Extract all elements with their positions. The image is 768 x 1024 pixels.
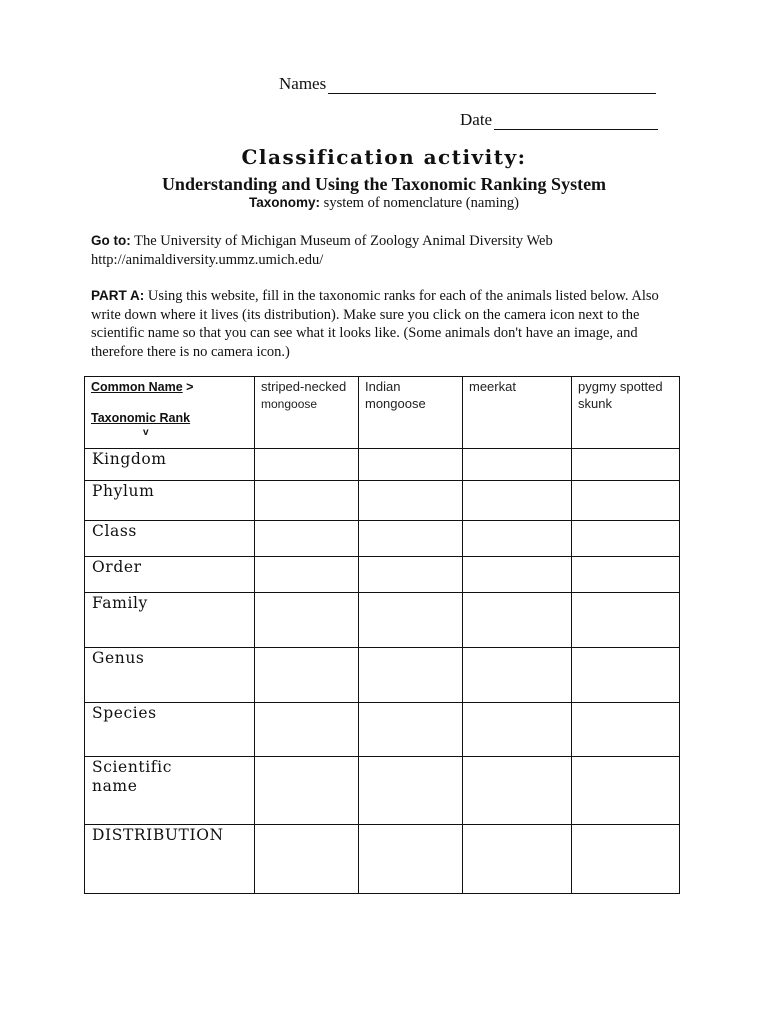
animal-header — [255, 377, 359, 449]
page-subtitle: Understanding and Using the Taxonomic Ranking System — [161, 174, 607, 194]
answer-cell[interactable] — [463, 521, 572, 557]
animal-name: Indian mongoose — [365, 379, 426, 411]
goto-label: Go to: — [91, 233, 131, 248]
answer-cell[interactable] — [463, 825, 572, 894]
goto-paragraph — [91, 232, 671, 269]
animal-name: pygmy spotted skunk — [578, 379, 663, 411]
answer-cell[interactable] — [359, 521, 463, 557]
answer-cell[interactable] — [572, 648, 680, 703]
answer-cell[interactable] — [359, 557, 463, 593]
rank-label: Species — [92, 704, 157, 722]
answer-cell[interactable] — [463, 593, 572, 648]
answer-cell[interactable] — [572, 825, 680, 894]
rank-cell — [85, 757, 255, 825]
rank-label: DISTRIBUTION — [92, 826, 224, 844]
names-field — [279, 74, 656, 94]
answer-cell[interactable] — [359, 481, 463, 521]
answer-cell[interactable] — [255, 481, 359, 521]
answer-cell[interactable] — [572, 449, 680, 481]
part-a-paragraph — [91, 287, 671, 361]
answer-cell[interactable] — [463, 557, 572, 593]
table-row — [85, 703, 680, 757]
header-corner-cell — [85, 377, 255, 449]
rank-cell — [85, 521, 255, 557]
rank-cell — [85, 449, 255, 481]
rank-cell — [85, 481, 255, 521]
answer-cell[interactable] — [359, 703, 463, 757]
answer-cell[interactable] — [255, 757, 359, 825]
rank-label: Phylum — [92, 482, 155, 500]
answer-cell[interactable] — [572, 593, 680, 648]
answer-cell[interactable] — [572, 703, 680, 757]
table-row — [85, 481, 680, 521]
rank-label: Order — [92, 558, 142, 576]
date-field — [460, 110, 658, 130]
answer-cell[interactable] — [463, 703, 572, 757]
answer-cell[interactable] — [463, 648, 572, 703]
answer-cell[interactable] — [359, 825, 463, 894]
answer-cell[interactable] — [572, 557, 680, 593]
rank-cell — [85, 703, 255, 757]
date-blank-line[interactable] — [494, 111, 658, 130]
answer-cell[interactable] — [463, 481, 572, 521]
answer-cell[interactable] — [359, 757, 463, 825]
answer-cell[interactable] — [463, 449, 572, 481]
table-row — [85, 521, 680, 557]
answer-cell[interactable] — [463, 757, 572, 825]
rank-label: Genus — [92, 649, 145, 667]
names-label: Names — [279, 74, 327, 93]
page-title: Classification activity: — [241, 145, 527, 169]
rank-cell — [85, 648, 255, 703]
answer-cell[interactable] — [359, 593, 463, 648]
animal-name: meerkat — [469, 379, 516, 394]
answer-cell[interactable] — [359, 449, 463, 481]
names-blank-line[interactable] — [328, 75, 656, 94]
answer-cell[interactable] — [255, 825, 359, 894]
definition-text: system of nomenclature (naming) — [323, 195, 519, 211]
answer-cell[interactable] — [255, 449, 359, 481]
rank-cell — [85, 593, 255, 648]
table-row — [85, 593, 680, 648]
table-row — [85, 557, 680, 593]
part-a-label: PART A: — [91, 288, 145, 303]
answer-cell[interactable] — [255, 703, 359, 757]
rank-cell — [85, 557, 255, 593]
answer-cell[interactable] — [572, 757, 680, 825]
date-label: Date — [460, 110, 493, 129]
rank-cell — [85, 825, 255, 894]
animal-header — [359, 377, 463, 449]
rank-label: Kingdom — [92, 450, 167, 468]
table-row — [85, 648, 680, 703]
animal-header — [463, 377, 572, 449]
table-row — [85, 825, 680, 894]
table-header-row — [85, 377, 680, 449]
definition-term: Taxonomy: — [249, 195, 321, 210]
answer-cell[interactable] — [572, 521, 680, 557]
answer-cell[interactable] — [572, 481, 680, 521]
animal-name: striped-necked — [261, 379, 347, 394]
table-row — [85, 757, 680, 825]
answer-cell[interactable] — [255, 557, 359, 593]
answer-cell[interactable] — [255, 521, 359, 557]
answer-cell[interactable] — [255, 593, 359, 648]
goto-text: The University of Michigan Museum of Zoology Animal Diversity Web http://animaldiversity.ummz.umich.edu/ — [91, 233, 553, 268]
taxonomy-definition — [0, 195, 768, 212]
part-a-text: Using this website, fill in the taxonomic ranks for each of the animals listed below. Also write down where it lives (its distribution). Make sure you click on the camera icon next to the scientific name so that you can see what it looks like. (Some animals don't have an image, and therefore there is no camera icon.) — [91, 288, 659, 360]
taxonomic-rank-label: Taxonomic Rank — [91, 411, 191, 425]
down-arrow-icon: v — [143, 427, 149, 438]
answer-cell[interactable] — [255, 648, 359, 703]
rank-label: Class — [92, 522, 137, 540]
common-name-label: Common Name — [91, 380, 183, 394]
answer-cell[interactable] — [359, 648, 463, 703]
classification-table — [84, 376, 680, 894]
animal-header — [572, 377, 680, 449]
rank-label: Scientific name — [92, 758, 172, 795]
table-row — [85, 449, 680, 481]
animal-name: mongoose — [261, 397, 318, 411]
right-arrow-icon: > — [186, 380, 194, 394]
rank-label: Family — [92, 594, 148, 612]
